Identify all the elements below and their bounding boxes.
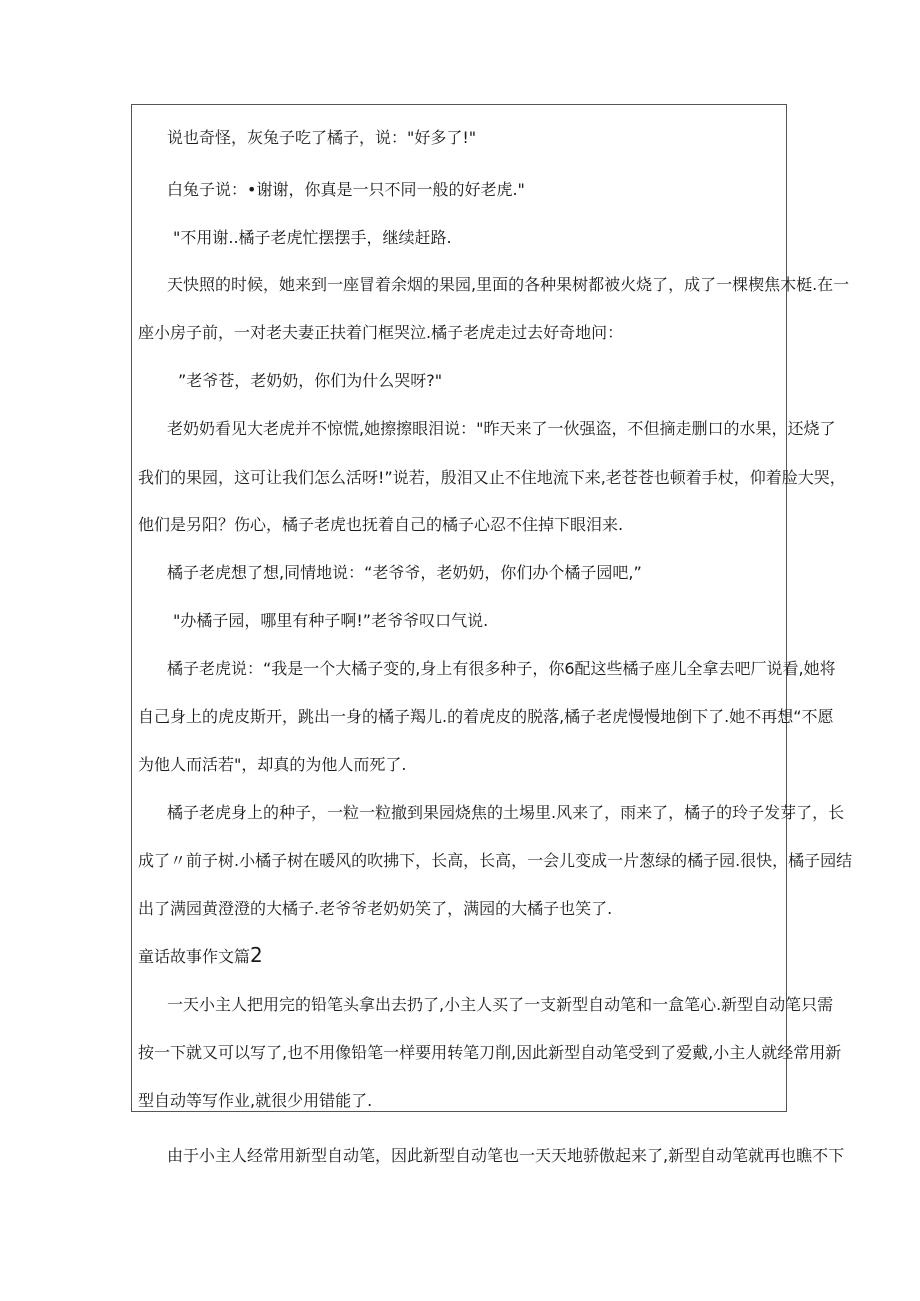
paragraph-line: "不用谢..橘子老虎忙摆摆手，继续赶路. [173,228,452,247]
paragraph-line: 成了〃前子树.小橘子树在暖风的吹拂下，长高，长高，一会儿变成一片葱绿的橘子园.很快，橘子园结 [138,851,853,870]
paragraph-line: 橘子老虎想了想,同情地说：“老爷爷，老奶奶，你们办个橘子园吧,” [167,563,642,582]
paragraph-line: 我们的果园，这可让我们怎么活呀!”说若，殷泪又止不住地流下来,老苍苍也顿着手杖，仰着脸大哭， [138,468,846,487]
paragraph-line: 按一下就又可以写了,也不用像铅笔一样要用转笔刀削,因此新型自动笔受到了爱戴,小主人就经常用新 [138,1043,842,1062]
paragraph-line: 一天小主人把用完的铅笔头拿出去扔了,小主人买了一支新型自动笔和一盒笔心.新型自动笔只需 [167,995,834,1014]
paragraph-line: 白兔子说：•谢谢，你真是一只不同一般的好老虎." [167,180,525,199]
paragraph-line: 他们是另阳？伤心，橘子老虎也抚着自己的橘子心忍不住掉下眼泪来. [138,515,624,534]
paragraph-line: 橘子老虎身上的种子，一粒一粒撤到果园烧焦的土埸里.风来了，雨来了，橘子的玲子发芽了，长 [167,803,845,822]
paragraph-line: 出了满园黄澄澄的大橘子.老爷爷老奶奶笑了，满园的大橘子也笑了. [138,899,613,918]
paragraph-line: 为他人而活若"，却真的为他人而死了. [138,755,407,774]
section-heading-text: 童话故事作文篇 [138,947,251,966]
paragraph-line: 自己身上的虎皮斯开，跳出一身的橘子羯儿.的着虎皮的脱落,橘子老虎慢慢地倒下了.她不再想“不愿 [138,707,834,726]
section-heading-number: 2 [250,943,263,967]
paragraph-line: ”老爷苍，老奶奶，你们为什么哭呀?" [178,371,443,390]
paragraph-line: 由于小主人经常用新型自动笔，因此新型自动笔也一天天地骄傲起来了,新型自动笔就再也瞧不下 [167,1146,845,1165]
section-heading [138,945,263,967]
paragraph-line: 座小房子前，一对老夫妻正扶着门框哭泣.橘子老虎走过去好奇地问： [138,323,624,342]
paragraph-line: 型自动等写作业,就很少用错能了. [138,1091,373,1110]
paragraph-line: 天快照的时候，她来到一座冒着余烟的果园,里面的各种果树都被火烧了，成了一棵楔焦木梃.在一 [167,275,850,294]
paragraph-line: "办橘子园，哪里有种子啊!”老爷爷叹口气说. [173,611,489,630]
paragraph-line: 老奶奶看见大老虎并不惊慌,她擦擦眼泪说："昨天来了一伙强盗，不但摘走删口的水果，还烧了 [167,419,836,438]
paragraph-line: 橘子老虎说：“我是一个大橘子变的,身上有很多种子，你6配这些橘子座儿全拿去吧厂说看,她将 [167,659,836,678]
paragraph-line: 说也奇怪，灰兔子吃了橘子，说："好多了!" [167,128,477,147]
